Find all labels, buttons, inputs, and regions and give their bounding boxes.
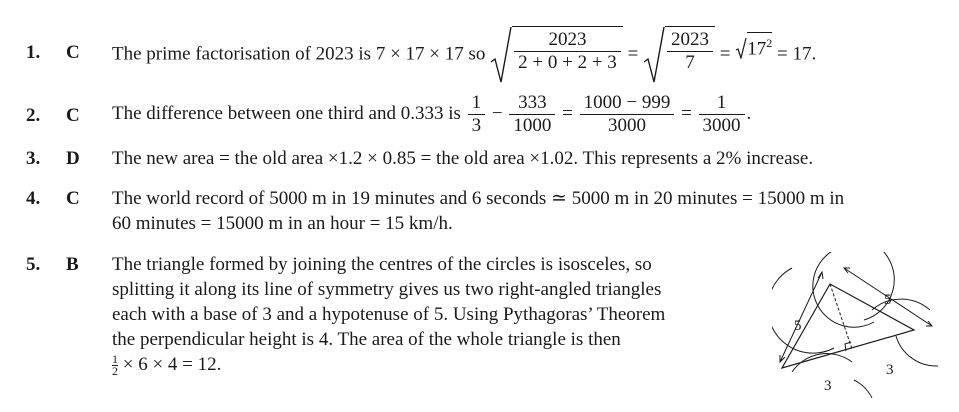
dimension-arrow-left [780, 272, 822, 362]
label-left-side: 5 [794, 318, 802, 334]
denominator: 3000 [699, 114, 745, 137]
numerator: 333 [518, 92, 547, 113]
fraction [514, 29, 621, 74]
denominator: 7 [667, 51, 713, 74]
solution-line: 60 minutes = 15000 m in an hour = 15 km/h. [112, 213, 453, 234]
solution-line: The triangle formed by joining the centres of the circles is isosceles, so [112, 254, 652, 275]
solution-3: The new area = the old area ×1.2 × 0.85 = the old area ×1.02. This represents a 2% increase. [112, 148, 814, 169]
solution-1 [112, 26, 816, 84]
numerator: 2023 [548, 29, 587, 50]
equals-sign: = [562, 102, 573, 124]
solution-text: The prime factorisation of 2023 is 7 × 17 × 17 so [112, 43, 486, 65]
answer-letter: C [66, 105, 80, 126]
square-root [643, 26, 715, 84]
triangle [782, 284, 914, 368]
radical-sign [643, 26, 665, 84]
radical-sign [490, 26, 512, 84]
equals-sign: = [681, 102, 692, 124]
minus-sign: − [491, 102, 503, 124]
circle-arc-left [772, 268, 834, 353]
denominator: 3000 [580, 114, 675, 137]
answer-letter: C [66, 42, 80, 63]
question-number: 1. [26, 42, 41, 63]
question-number: 2. [26, 105, 41, 126]
circle-arc-top-right [864, 252, 894, 320]
numerator: 1 [716, 92, 727, 113]
circle-arc-bottom [854, 380, 872, 398]
equals-sign: = [719, 43, 731, 65]
denominator: 2 + 0 + 2 + 3 [514, 51, 621, 74]
answer-letter: B [66, 254, 79, 275]
solution-line: The world record of 5000 m in 19 minutes and 6 seconds ≃ 5000 m in 20 minutes = 15000 m in [112, 188, 845, 209]
numerator: 1 [471, 92, 482, 113]
fraction [699, 92, 745, 137]
fraction [667, 29, 713, 74]
equals-sign: = [627, 43, 639, 65]
circle-arc-right-lower [896, 336, 938, 366]
solution-line: each with a base of 3 and a hypotenuse of 5. Using Pythagoras’ Theorem [112, 304, 666, 325]
circles-triangle-diagram [772, 252, 940, 400]
numerator: 2023 [671, 29, 710, 50]
numerator: 1000 − 999 [583, 92, 671, 113]
denominator: 1000 [509, 114, 555, 137]
exponent: 2 [766, 36, 773, 51]
square-root-small [735, 32, 772, 59]
solution-4 [112, 186, 844, 236]
base: 17 [747, 38, 767, 60]
answer-letter: D [66, 148, 80, 169]
square-root [490, 26, 623, 84]
numerator: 1 [112, 352, 118, 367]
fraction [468, 92, 486, 137]
period: . [746, 102, 752, 124]
solution-line [112, 352, 665, 377]
label-right-side: 5 [884, 292, 892, 308]
circle-arc-right [872, 299, 930, 310]
question-number: 3. [26, 148, 41, 169]
solution-line: splitting it along its line of symmetry gives us two right-angled triangles [112, 279, 662, 300]
label-base-right: 3 [886, 362, 894, 378]
fraction [509, 92, 555, 137]
denominator: 2 [112, 364, 118, 379]
circle-arc-top [813, 252, 874, 327]
denominator: 3 [468, 114, 486, 137]
solution-line: the perpendicular height is 4. The area of the whole triangle is then [112, 329, 621, 350]
solution-2 [112, 92, 751, 137]
question-number: 4. [26, 188, 41, 209]
radical-sign [735, 37, 747, 59]
result: = 17. [777, 43, 817, 65]
question-number: 5. [26, 254, 41, 275]
solution-text: × 6 × 4 = 12. [122, 354, 222, 375]
solution-text: The difference between one third and 0.333 is [112, 102, 461, 124]
label-base-left: 3 [824, 378, 832, 394]
solution-5 [112, 252, 665, 377]
half-fraction [112, 354, 118, 377]
fraction [580, 92, 675, 137]
answer-letter: C [66, 188, 80, 209]
